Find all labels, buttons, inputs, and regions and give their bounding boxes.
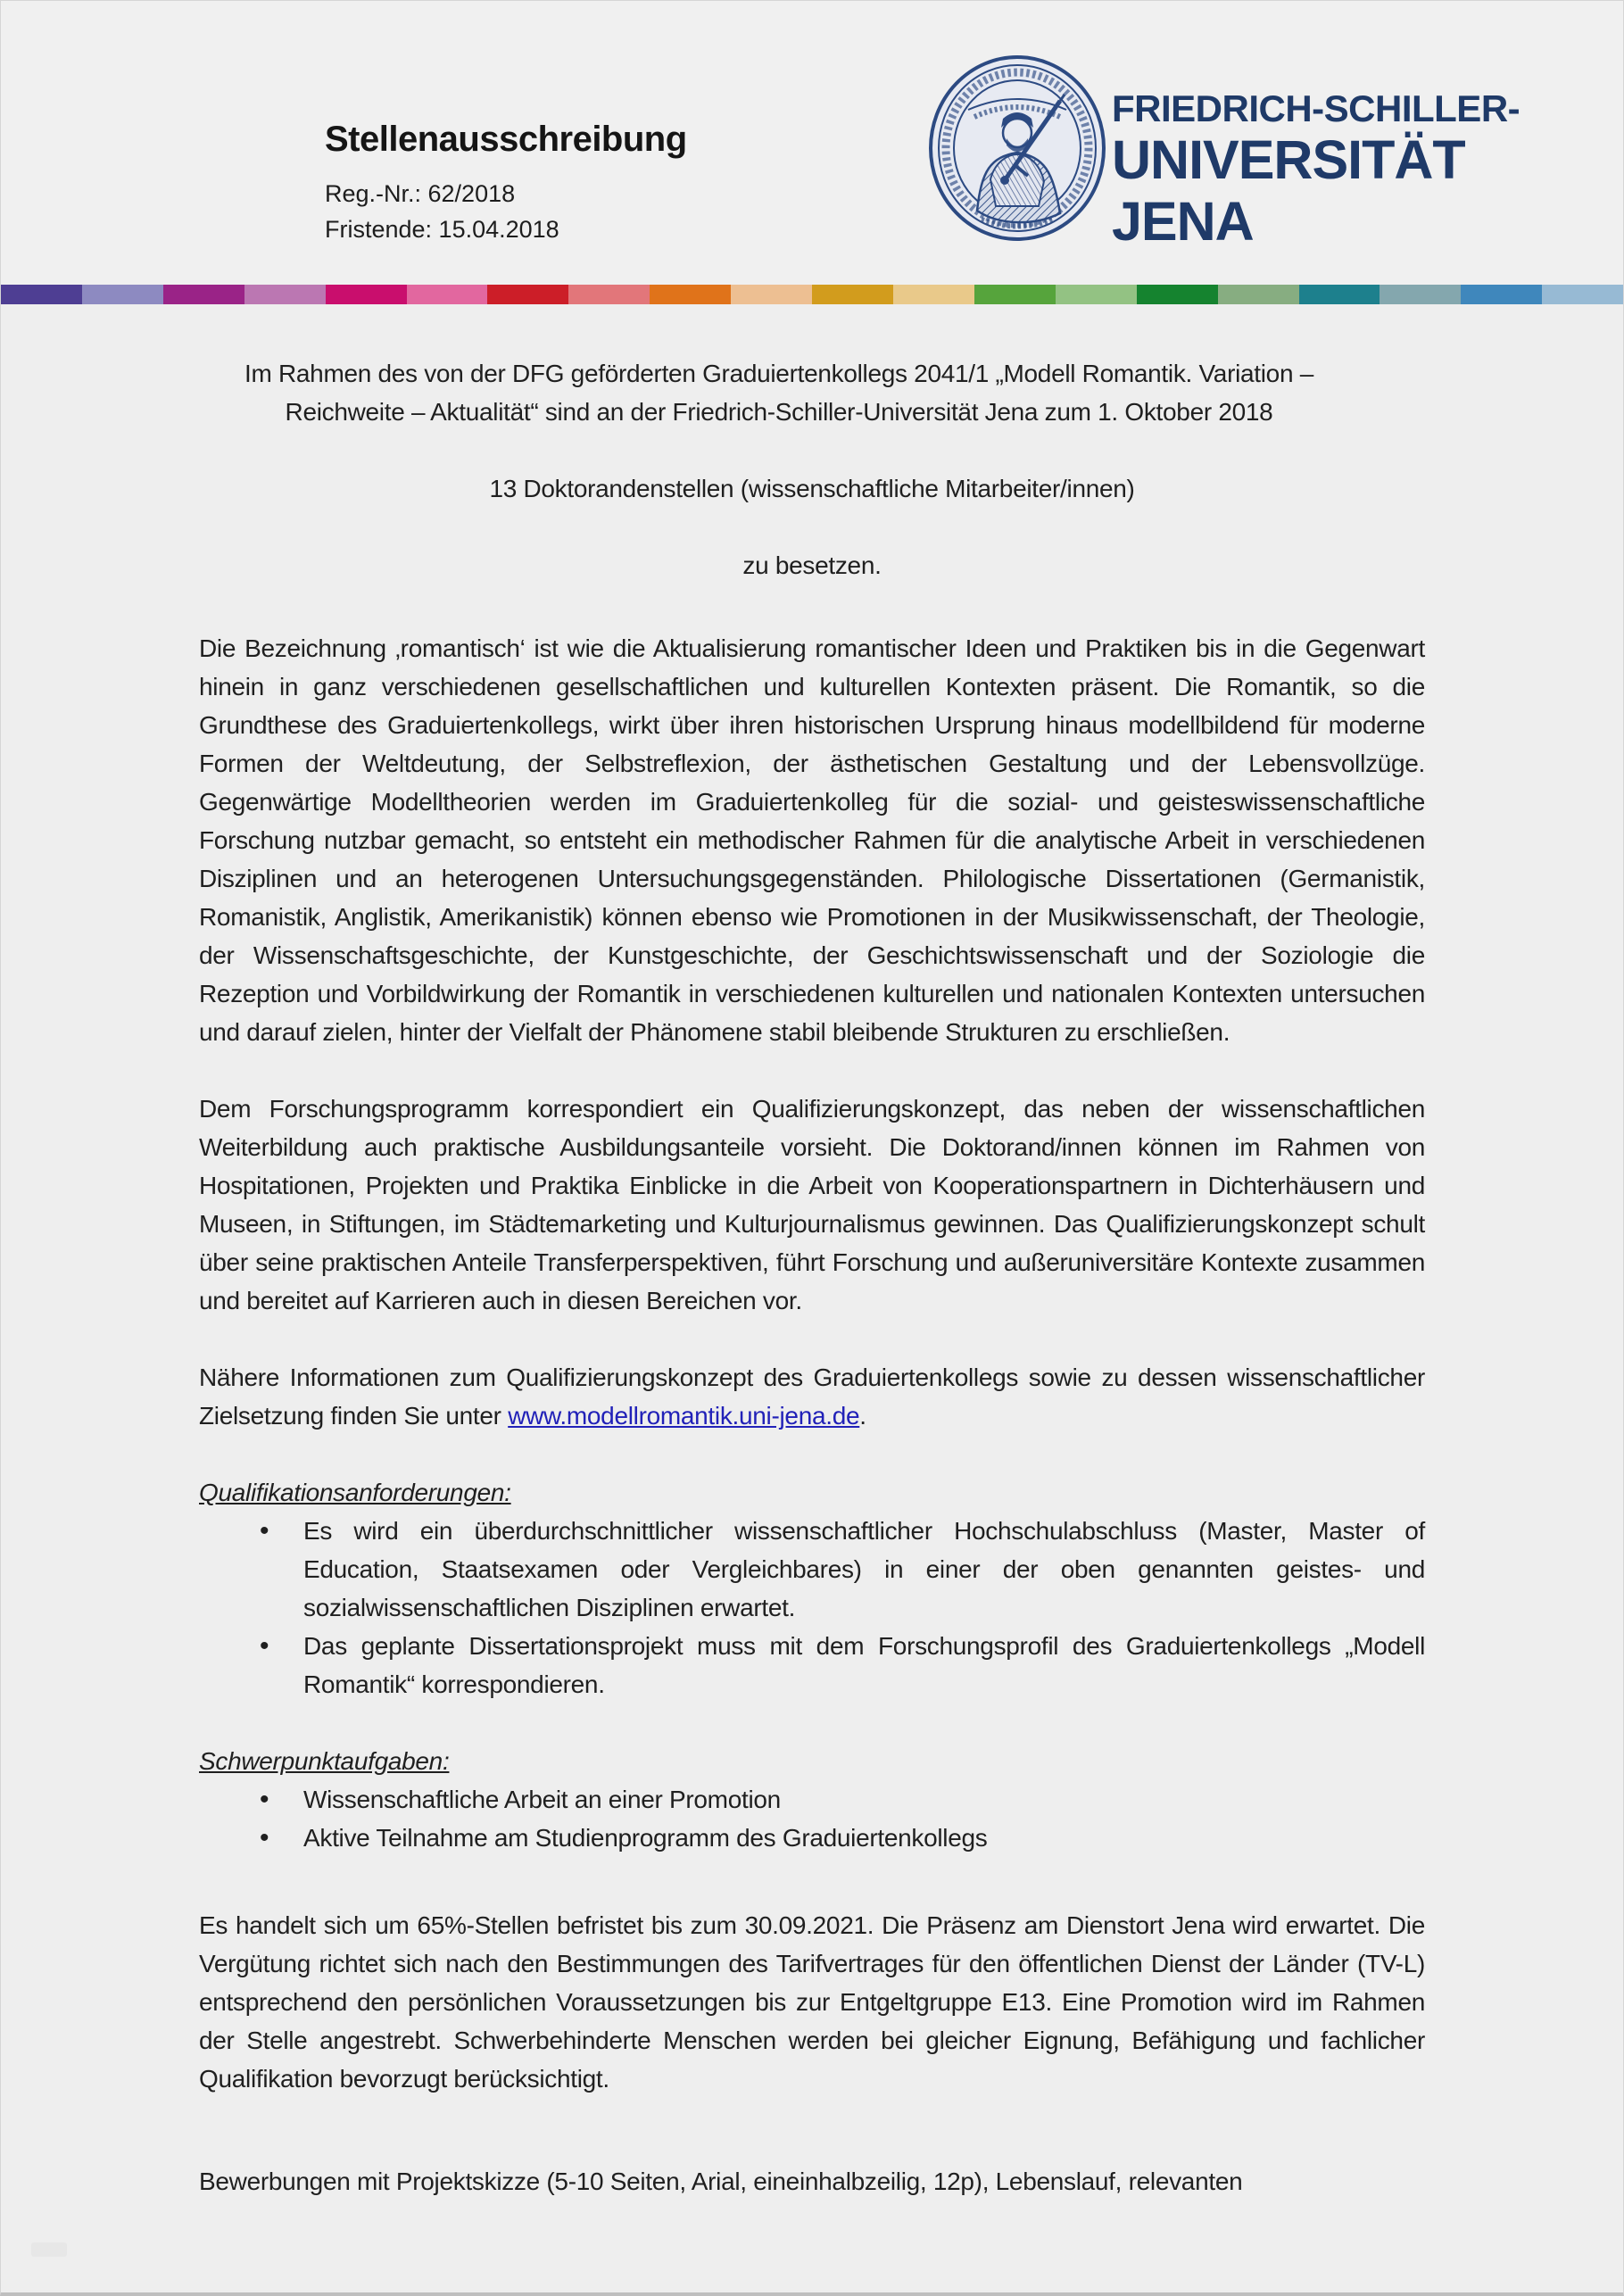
list-item: • Das geplante Dissertationsprojekt muss mit dem Forschungsprofil des Graduiertenkollegs „Modell Romantik“ korrespondieren. (199, 1627, 1425, 1703)
title-block (325, 117, 687, 247)
wordmark-line-1: FRIEDRICH-SCHILLER- (1112, 87, 1520, 129)
heading-tasks: Schwerpunktaufgaben: (199, 1747, 450, 1775)
stripe-segment (1299, 285, 1380, 304)
document-header (1, 1, 1623, 285)
stripe-segment (1542, 285, 1623, 304)
application-deadline: Fristende: 15.04.2018 (325, 216, 559, 243)
tasks-list (199, 1780, 1425, 1857)
list-item: • Wissenschaftliche Arbeit an einer Promotion (199, 1780, 1425, 1819)
university-wordmark (1112, 88, 1520, 253)
heading-qualifications: Qualifikationsanforderungen: (199, 1479, 511, 1506)
position-line: 13 Doktorandenstellen (wissenschaftliche Mitarbeiter/innen) (489, 475, 1135, 502)
page-title: Stellenausschreibung (325, 120, 687, 159)
rainbow-stripe (1, 285, 1623, 304)
wordmark-line-3: JENA (1112, 191, 1254, 252)
stripe-segment (650, 285, 731, 304)
stripe-segment (731, 285, 812, 304)
body-paragraph-research: Die Bezeichnung ‚romantisch‘ ist wie die Aktualisierung romantischer Ideen und Praktiken bis in die Gegenwart hinein in ganz verschiedenen gesellschaftlichen und kulturellen Kontexten präsent. Die Romantik, so die Grundthese des Graduiertenkollegs, wirkt über ihren historischen Ursprung hinaus modellbildend für moderne Formen der Weltdeutung, der Selbstreflexion, der ästhetischen Gestaltung und der Lebensvollzüge. Gegenwärtige Modelltheorien werden im Graduiertenkolleg für die sozial- und geisteswissenschaftliche Forschung nutzbar gemacht, so entsteht ein methodischer Rahmen für die analytische Arbeit in verschiedenen Disziplinen und an heterogenen Untersuchungsgegenständen. Philologische Dissertationen (Germanistik, Romanistik, Anglistik, Amerikanistik) können ebenso wie Promotionen in der Musikwissenschaft, der Theologie, der Wissenschaftsgeschichte, der Kunstgeschichte, der Geschichtswissenschaft und der Soziologie die Rezeption und Vorbildwirkung der Romantik in verschiedenen kulturellen und nationalen Kontexten untersuchen und darauf zielen, hinter der Vielfalt der Phänomene stabil bleibende Strukturen zu erschließen. (199, 634, 1425, 1046)
stripe-segment (163, 285, 244, 304)
stripe-segment (812, 285, 893, 304)
stripe-segment (82, 285, 163, 304)
document-body (1, 304, 1623, 2201)
more-info-text-after-link: . (859, 1402, 866, 1430)
body-paragraph-conditions: Es handelt sich um 65%-Stellen befristet bis zum 30.09.2021. Die Präsenz am Dienstort Jena wird erwartet. Die Vergütung richtet sich nach den Bestimmungen des Tarifvertrages für den öffentlichen Dienst der Länder (TV-L) entsprechend den persönlichen Voraussetzungen bis zur Entgeltgruppe E13. Eine Promotion wird im Rahmen der Stelle angestrebt. Schwerbehinderte Menschen werden bei gleicher Eignung, Befähigung und fachlicher Qualifikation bevorzugt berücksichtigt. (199, 1911, 1425, 2093)
stripe-segment (974, 285, 1056, 304)
registration-number: Reg.-Nr.: 62/2018 (325, 180, 516, 207)
university-logo (928, 54, 1520, 253)
stripe-segment (1137, 285, 1218, 304)
wordmark-line-2: UNIVERSITÄT (1112, 129, 1465, 190)
stripe-segment (487, 285, 568, 304)
intro-paragraph: Im Rahmen des von der DFG geförderten Graduiertenkollegs 2041/1 „Modell Romantik. Variation – Reichweite – Aktualität“ sind an der Friedrich-Schiller-Universität Jena zum 1. Oktober 2018 (244, 360, 1313, 426)
fill-line: zu besetzen. (742, 551, 882, 579)
list-item: • Es wird ein überdurchschnittlicher wissenschaftlicher Hochschulabschluss (Master, Master of Education, Staatsexamen oder Vergleichbares) in einer der oben genannten geistes- und sozialwissenschaftlichen Disziplinen erwartet. (199, 1512, 1425, 1627)
link-modellromantik[interactable]: www.modellromantik.uni-jena.de (508, 1402, 860, 1430)
more-info-text-before-link: Nähere Informationen zum Qualifizierungskonzept des Graduiertenkollegs sowie zu dessen wissenschaftlicher Zielsetzung finden Sie unter (199, 1364, 1425, 1430)
body-paragraph-more-info (199, 1358, 1425, 1435)
stripe-segment (1218, 285, 1299, 304)
watermark (31, 2242, 67, 2257)
stripe-segment (1461, 285, 1542, 304)
stripe-segment (893, 285, 974, 304)
list-item: • Aktive Teilnahme am Studienprogramm des Graduiertenkollegs (199, 1819, 1425, 1857)
stripe-segment (1, 285, 82, 304)
body-paragraph-application: Bewerbungen mit Projektskizze (5-10 Seiten, Arial, eineinhalbzeilig, 12p), Lebenslauf, relevanten (199, 2168, 1243, 2195)
body-paragraph-qualification-concept: Dem Forschungsprogramm korrespondiert ein Qualifizierungskonzept, das neben der wissenschaftlichen Weiterbildung auch praktische Ausbildungsanteile vorsieht. Die Doktorand/innen können im Rahmen von Hospitationen, Projekten und Praktika Einblicke in die Arbeit von Kooperationspartnern in Dichterhäusern und Museen, in Stiftungen, im Städtemarketing und Kulturjournalismus gewinnen. Das Qualifizierungskonzept schult über seine praktischen Anteile Transferperspektiven, führt Forschung und außeruniversitäre Kontexte zusammen und bereitet auf Karrieren auch in diesen Bereichen vor. (199, 1095, 1425, 1314)
stripe-segment (568, 285, 650, 304)
university-seal-icon (928, 54, 1106, 242)
stripe-segment (1056, 285, 1137, 304)
stripe-segment (1380, 285, 1461, 304)
stripe-segment (407, 285, 488, 304)
stripe-segment (244, 285, 326, 304)
stripe-segment (326, 285, 407, 304)
qualifications-list (199, 1512, 1425, 1703)
